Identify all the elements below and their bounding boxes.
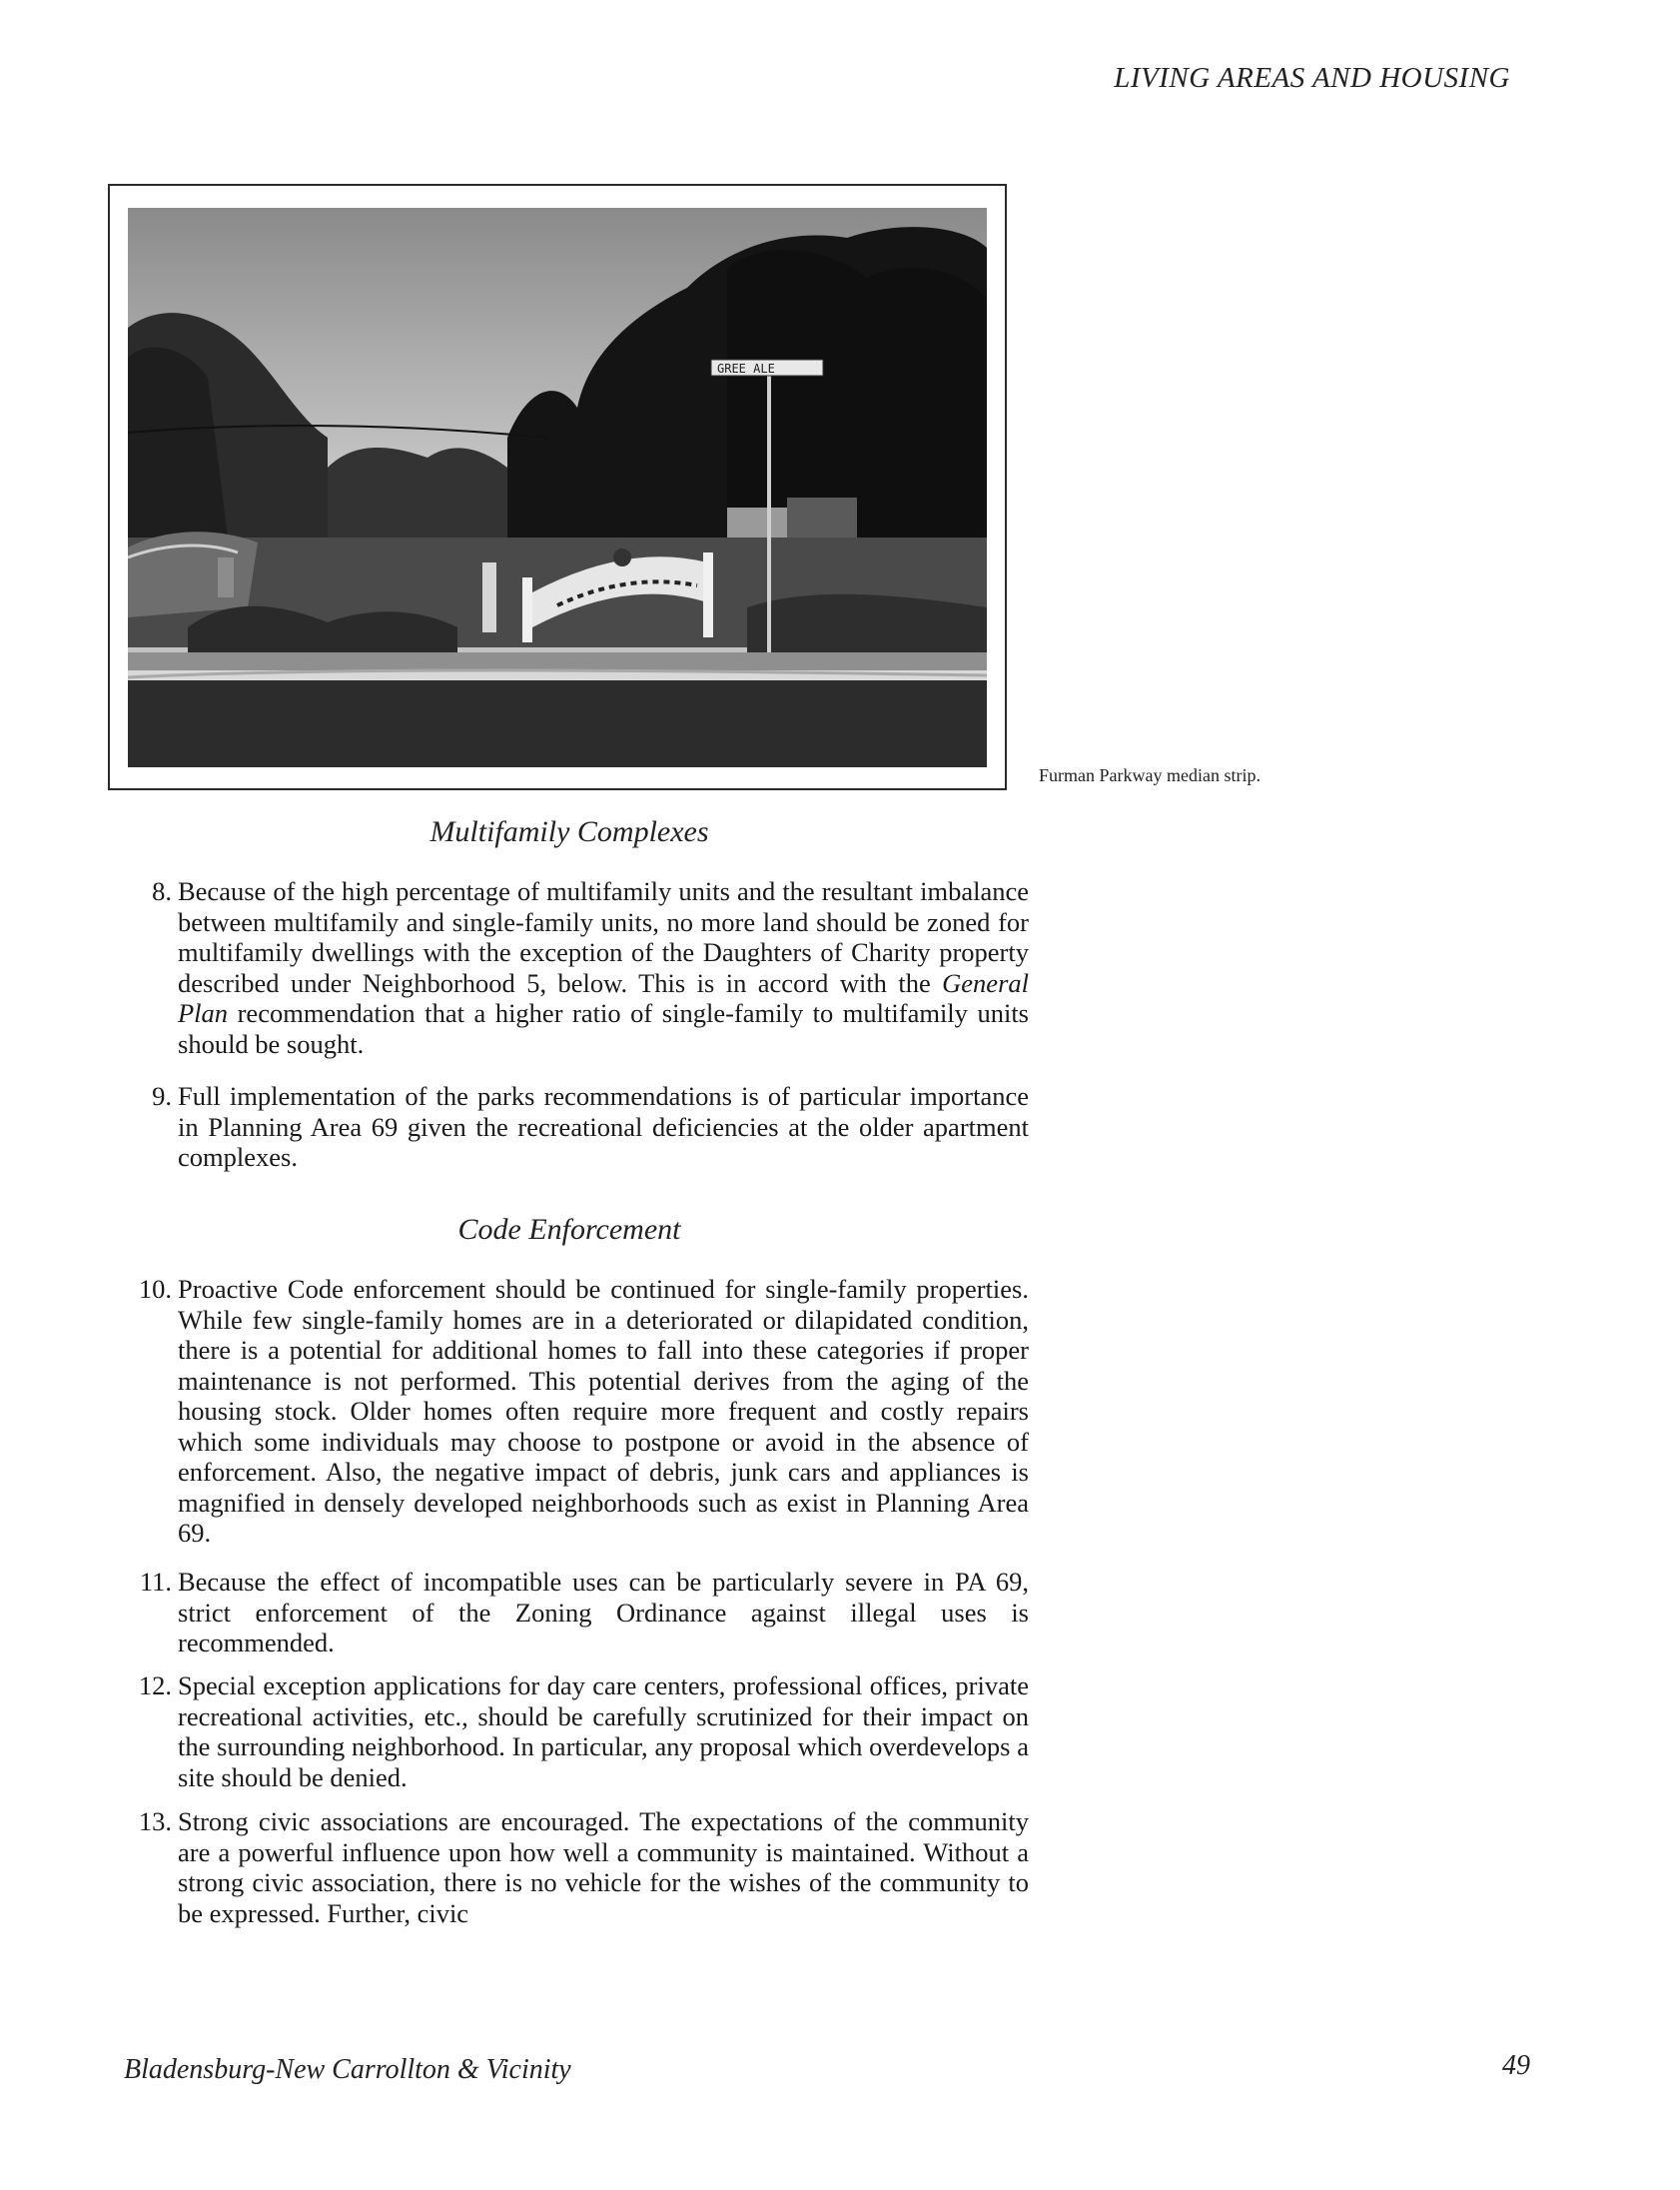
running-header: LIVING AREAS AND HOUSING	[1114, 62, 1510, 94]
item-number: 13.	[138, 1806, 172, 1836]
list-item-13	[118, 1806, 1029, 1928]
list-item-8	[118, 876, 1029, 1059]
item-text: Full implementation of the parks recommendations is of particular importance in Planning Area 69 given the recreational deficiencies at the older apartment complexes.	[178, 1081, 1029, 1172]
item-text: Because the effect of incompatible uses can be particularly severe in PA 69, strict enforcement of the Zoning Ordinance against illegal uses is recommended.	[178, 1567, 1029, 1657]
list-item-11	[118, 1567, 1029, 1658]
figure-caption: Furman Parkway median strip.	[1039, 765, 1260, 785]
photo-furman-parkway	[128, 208, 987, 767]
section-heading-code-enforcement: Code Enforcement	[457, 1213, 681, 1246]
item-text: Proactive Code enforcement should be continued for single-family properties. While few single-family homes are in a deteriorated or dilapidated condition, there is a potential for additional homes to fall into these categories if proper maintenance is not performed. This potential derives from the aging of the housing stock. Older homes often require more frequent and costly repairs which some individuals may choose to postpone or avoid in the absence of enforcement. Also, the negative impact of debris, junk cars and appliances is magnified in densely developed neighborhoods such as exist in Planning Area 69.	[178, 1274, 1029, 1548]
footer-document-title: Bladensburg-New Carrollton & Vicinity	[124, 2054, 571, 2085]
list-item-12	[118, 1670, 1029, 1792]
item-text-emphasis: General Plan	[178, 967, 1029, 1028]
item-number: 11.	[139, 1567, 172, 1597]
item-text-part: recommendation that a higher ratio of single-family to multifamily units should be sought.	[178, 998, 1029, 1059]
page-number: 49	[1502, 2050, 1530, 2081]
photo-illustration	[128, 208, 987, 767]
item-number: 9.	[152, 1081, 172, 1111]
item-number: 8.	[152, 876, 172, 906]
item-number: 12.	[138, 1670, 172, 1700]
list-item-10	[118, 1274, 1029, 1549]
list-item-9	[118, 1081, 1029, 1173]
item-text: Special exception applications for day care centers, professional offices, private recreational activities, etc., should be carefully scrutinized for their impact on the surrounding neighborhood. In particular, any proposal which overdevelops a site should be denied.	[178, 1670, 1029, 1792]
item-number: 10.	[138, 1274, 172, 1304]
item-text	[178, 876, 1029, 1059]
item-text: Strong civic associations are encouraged. The expectations of the community are a powerful influence upon how well a community is maintained. Without a strong civic association, there is no vehicle for the wishes of the community to be expressed. Further, civic	[178, 1806, 1029, 1928]
figure-frame	[108, 184, 1007, 790]
street-sign-text: GREE ALE	[717, 362, 775, 376]
section-heading-multifamily: Multifamily Complexes	[429, 815, 709, 848]
item-text-part: Because of the high percentage of multifamily units and the resultant imbalance between multifamily and single-family units, no more land should be zoned for multifamily dwellings with the exception of the Daughters of Charity property described under Neighborhood 5, below. This is in accord with the	[178, 876, 1029, 998]
